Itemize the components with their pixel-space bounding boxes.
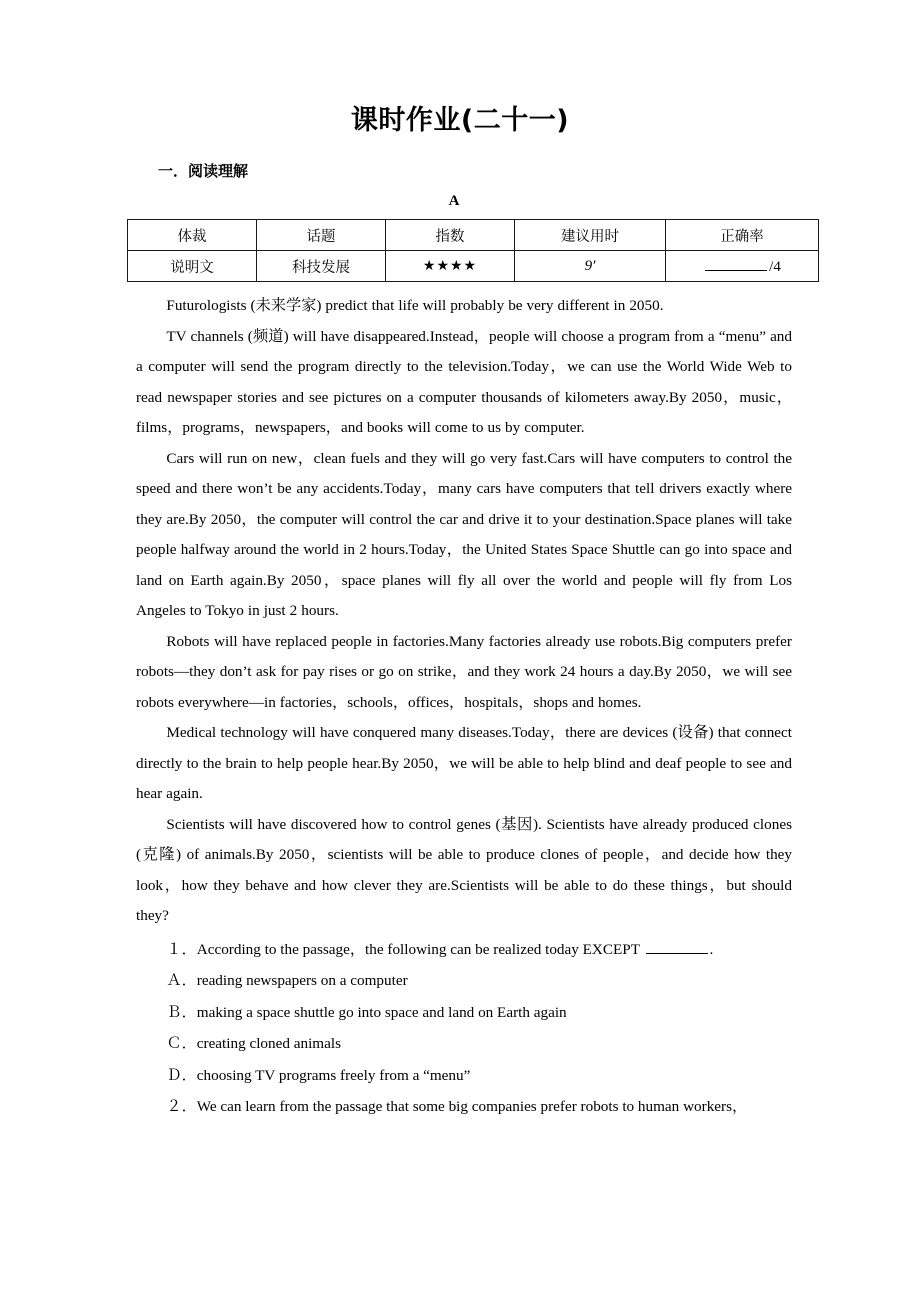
passage-paragraph: Futurologists (未来学家) predict that life will probably be very different in 2050.	[166, 297, 664, 314]
option-text: reading newspapers on a computer	[196, 972, 408, 989]
answer-blank[interactable]	[646, 940, 708, 954]
star-rating-icon: ★★★★	[422, 258, 478, 274]
question-stem	[136, 1091, 792, 1123]
option-c[interactable]	[136, 1028, 792, 1060]
option-text: making a space shuttle go into space and land on Earth again	[196, 1003, 567, 1021]
passage-paragraph: Cars will run on new，clean fuels and they will go very fast.Cars will have computers to control the speed and there won’t be any accidents.Today，many cars have computers that tell drivers exactly where they are.By 2050，the computer will control the car and drive it to your destination.Space planes will take people halfway around the world in 2 hours.Today，the United States Space Shuttle can go into space and land on Earth again.By 2050，space planes will fly all over the world and people will fly from Los Angeles to Tokyo in just 2 hours.	[136, 449, 792, 619]
value-index	[386, 251, 515, 282]
option-label: Ｄ．	[166, 1066, 197, 1084]
header-suggested-time: 建议用时	[515, 220, 666, 251]
accuracy-blank[interactable]	[703, 259, 781, 275]
question-number: ２．	[166, 1098, 197, 1115]
option-label: Ｃ．	[166, 1035, 197, 1052]
passage-paragraph: Robots will have replaced people in factories.Many factories already use robots.Big computers prefer robots—they don’t ask for pay rises or go on strike，and they work 24 hours a day.By 2050，we will see robots everywhere—in factories，schools，offices，hospitals，shops and homes.	[136, 632, 792, 711]
passage-paragraph: Medical technology will have conquered many diseases.Today，there are devices (设备) that connect directly to the brain to help people hear.By 2050，we will be able to help blind and deaf people to see and hear again.	[136, 724, 792, 802]
option-label: Ｂ．	[166, 1003, 197, 1021]
passage-paragraph: TV channels (频道) will have disappeared.Instead，people will choose a program from a “menu” and a computer will send the program directly to the television.Today，we can use the World Wide Web to read newspaper stories and see pictures on a computer thousands of kilometers away.By 2050，music，films，programs，newspapers，and books will come to us by computer.	[136, 327, 792, 436]
header-index: 指数	[386, 220, 515, 251]
header-topic: 话题	[257, 220, 386, 251]
question-trailing-punctuation: .	[709, 940, 714, 958]
passage-info-table	[127, 219, 819, 282]
value-accuracy	[666, 251, 819, 282]
option-label: Ａ．	[166, 972, 197, 989]
option-text: creating cloned animals	[196, 1035, 341, 1052]
table-value-row	[128, 251, 819, 282]
suggested-time-text: 9′	[584, 257, 596, 274]
option-d[interactable]	[136, 1060, 792, 1092]
question-text: We can learn from the passage that some big companies prefer robots to human workers，	[196, 1098, 748, 1115]
table-header-row	[128, 220, 819, 251]
question-text: According to the passage，the following can be realized today EXCEPT	[196, 940, 644, 958]
accuracy-denominator: /4	[769, 258, 781, 275]
question-number: １．	[166, 940, 197, 958]
option-a[interactable]	[136, 965, 792, 997]
passage-letter: A	[448, 193, 460, 209]
value-topic: 科技发展	[257, 251, 386, 282]
info-table-container	[0, 211, 920, 282]
questions-section	[0, 932, 920, 1123]
value-genre: 说明文	[128, 251, 257, 282]
passage-paragraph: Scientists will have discovered how to control genes (基因). Scientists have already produced clones (克隆) of animals.By 2050，scientists will be able to produce clones of people，and decide how they look，how they behave and how clever they are.Scientists will be able to do these things，but should they?	[136, 815, 792, 924]
header-genre: 体裁	[128, 220, 257, 251]
header-accuracy: 正确率	[666, 220, 819, 251]
option-b[interactable]	[136, 997, 792, 1029]
section-heading: 一．阅读理解	[158, 162, 249, 180]
page-title: 课时作业(二十一)	[350, 105, 570, 136]
value-suggested-time	[515, 251, 666, 282]
accuracy-underline[interactable]	[705, 257, 767, 271]
question-stem	[136, 934, 792, 966]
passage-body	[0, 282, 920, 932]
option-text: choosing TV programs freely from a “menu”	[196, 1066, 471, 1084]
